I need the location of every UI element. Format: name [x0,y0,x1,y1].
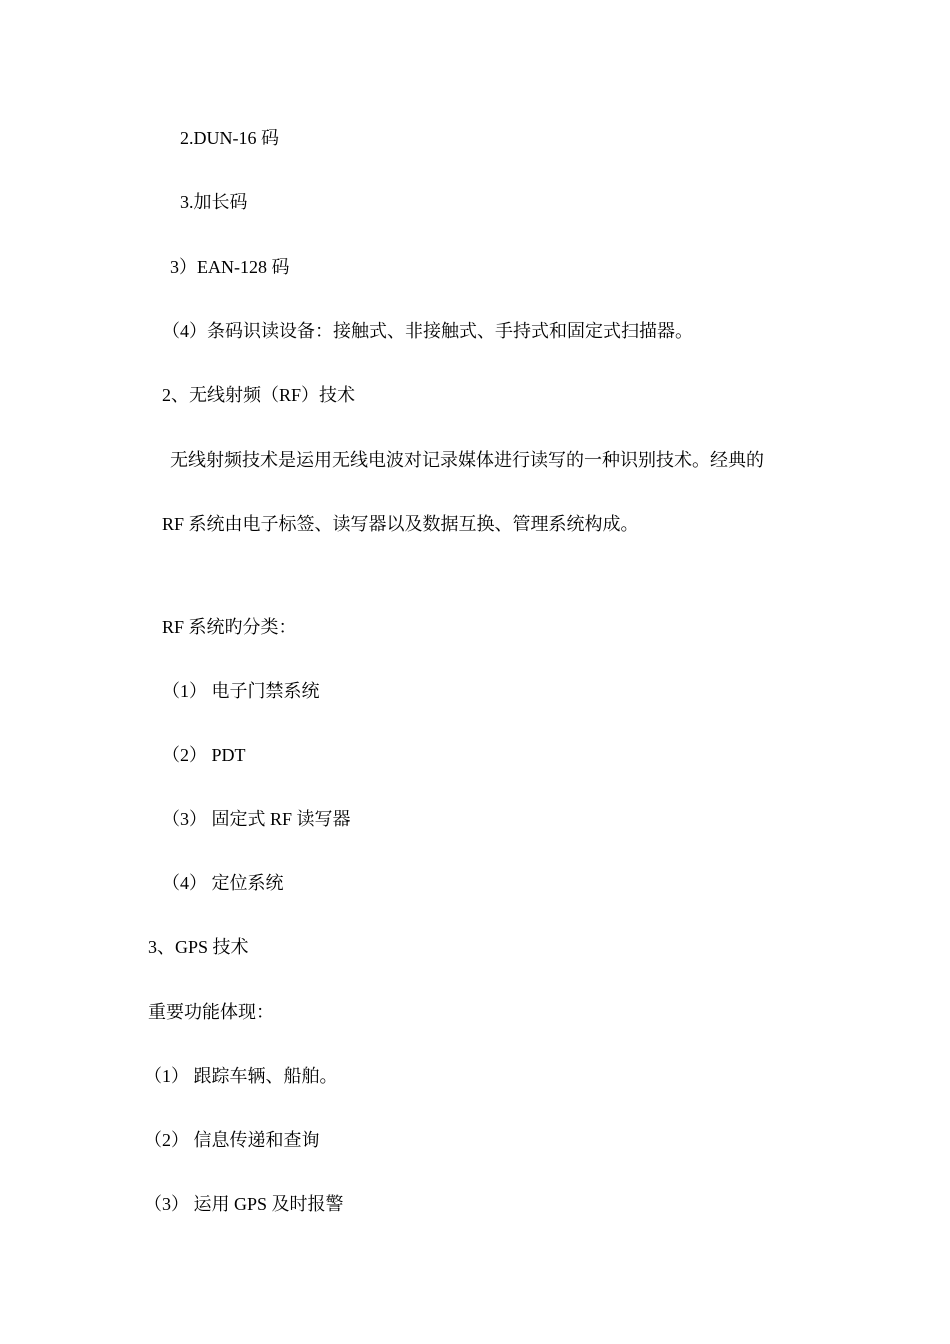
list-item-rf-3: （3） 固定式 RF 读写器 [162,809,351,829]
text-line-rf-system: RF 系统由电子标签、读写器以及数据互换、管理系统构成。 [162,514,639,534]
list-item-rf-2: （2） PDT [162,745,246,765]
text-line-barcode-reader: （4）条码识读设备：接触式、非接触式、手持式和固定式扫描器。 [162,321,693,341]
section-heading-rf: 2、无线射频（RF）技术 [162,385,356,405]
text-line-ean128: 3）EAN-128 码 [170,257,290,277]
list-item-rf-1: （1） 电子门禁系统 [162,681,320,701]
list-item-gps-3: （3） 运用 GPS 及时报警 [144,1194,344,1214]
list-item-gps-2: （2） 信息传递和查询 [144,1130,320,1150]
text-line-rf-classification: RF 系统旳分类： [162,617,297,637]
text-line-gps-functions: 重要功能体现： [148,1002,274,1022]
text-line-extended-code: 3.加长码 [180,192,248,212]
text-line-rf-intro: 无线射频技术是运用无线电波对记录媒体进行读写的一种识别技术。经典的 [170,450,764,470]
section-heading-gps: 3、GPS 技术 [148,937,249,957]
list-item-gps-1: （1） 跟踪车辆、船舶。 [144,1066,338,1086]
list-item-rf-4: （4） 定位系统 [162,873,284,893]
text-line-dun16: 2.DUN-16 码 [180,128,279,148]
